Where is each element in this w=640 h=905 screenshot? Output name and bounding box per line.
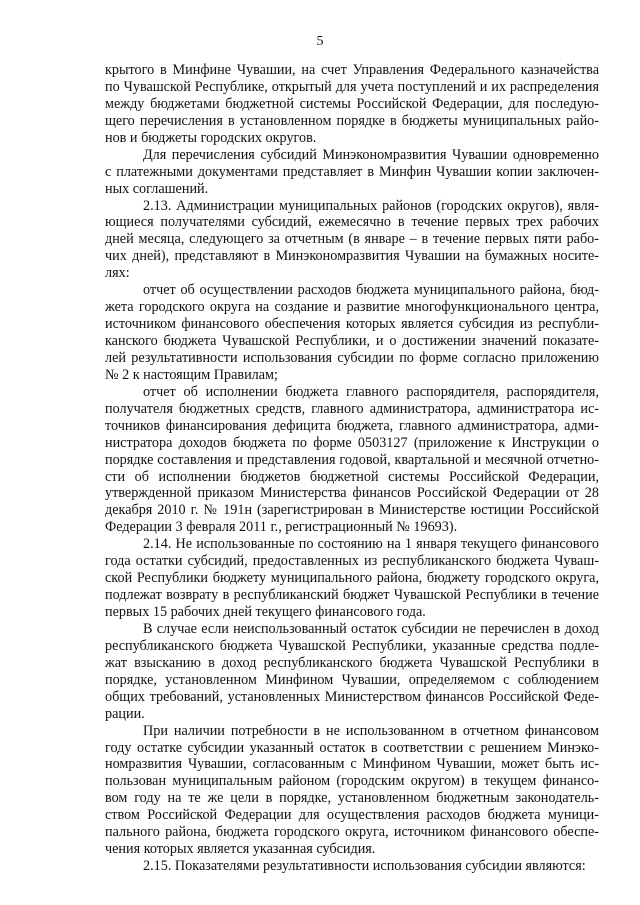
text-line: между бюджетами бюджетной системы Российской Федерации, для последую-: [105, 95, 599, 112]
text-line: лях:: [105, 265, 130, 282]
text-line: году остатке субсидии указанный остаток в соответствии с решением Минэко-: [105, 739, 599, 756]
text-line: рации.: [105, 705, 145, 722]
text-line: Федерации 3 февраля 2011 г., регистрационный № 19693).: [105, 519, 458, 536]
text-line: лей результативности использования субсидии по форме согласно приложению: [105, 349, 599, 366]
text-line: жат взысканию в доход республиканского бюджета Чувашской Республики в: [105, 654, 599, 671]
paragraph-budget-execution-report: [105, 384, 599, 536]
text-line: В случае если неиспользованный остаток субсидии не перечислен в доход: [143, 620, 599, 637]
text-line: порядке составления и представления годовой, квартальной и месячной отчетно-: [105, 451, 599, 468]
page-number: 5: [316, 34, 324, 49]
text-line: вом году на те же цели в порядке, установленном бюджетным законодатель-: [105, 790, 599, 807]
text-line: чих дней), представляют в Минэкономразвития Чувашии на бумажных носите-: [105, 248, 599, 265]
text-line: номразвития Чувашии, согласованным с Минфином Чувашии, может быть ис-: [105, 756, 599, 773]
text-line: отчет об исполнении бюджета главного распорядителя, распорядителя,: [143, 383, 599, 400]
text-line: по Чувашской Республике, открытый для учета поступлений и их распределения: [105, 78, 599, 95]
text-line: жета городского округа на создание и развитие многофункционального центра,: [105, 299, 599, 316]
text-line: канского бюджета Чувашской Республики, и о достижении значений показате-: [105, 333, 599, 349]
text-line: ской Республики бюджету муниципального района, бюджету городского округа,: [105, 570, 599, 587]
text-line: источником финансового обеспечения которых является субсидия из республи-: [105, 316, 599, 333]
text-line: получателя бюджетных средств, главного администратора, администратора ис-: [105, 400, 599, 417]
text-line: 2.15. Показателями результативности использования субсидии являются:: [143, 858, 586, 875]
paragraph-expenditure-report: [105, 282, 599, 384]
text-line: нов и бюджеты городских округов.: [105, 129, 317, 146]
text-line: общих требований, установленных Министерством финансов Российской Феде-: [105, 688, 599, 705]
text-line: подлежат возврату в республиканский бюджет Чувашской Республики в течение: [105, 587, 599, 604]
text-line: № 2 к настоящим Правилам;: [105, 366, 278, 383]
paragraph-agreement-copies: [105, 147, 599, 198]
paragraph-treasury-account: [105, 62, 599, 147]
text-line: пального района, бюджета городского округа, источником финансового обеспе-: [105, 824, 599, 841]
document-body: [105, 62, 599, 875]
text-line: отчет об осуществлении расходов бюджета муниципального района, бюд-: [143, 282, 599, 299]
text-line: сти об исполнении бюджетов бюджетной системы Российской Федерации,: [105, 468, 599, 485]
text-line: Для перечисления субсидий Минэкономразвития Чувашии одновременно: [143, 146, 599, 163]
text-line: 2.14. Не использованные по состоянию на 1 января текущего финансового: [143, 536, 599, 553]
text-line: нистратора доходов бюджета по форме 0503127 (приложение к Инструкции о: [105, 434, 599, 451]
text-line: декабря 2010 г. № 191н (зарегистрирован в Министерстве юстиции Российской: [105, 502, 599, 519]
text-line: с платежными документами представляет в Минфин Чувашии копии заключен-: [105, 163, 599, 180]
text-line: утвержденной приказом Министерства финансов Российской Федерации от 28: [105, 485, 599, 502]
paragraph-section-2-13: [105, 198, 599, 283]
text-line: республиканского бюджета Чувашской Республики, указанные средства подле-: [105, 637, 599, 654]
text-line: года остатки субсидий, предоставленных из республиканского бюджета Чуваш-: [105, 553, 599, 570]
text-line: При наличии потребности в не использованном в отчетном финансовом: [143, 722, 599, 739]
paragraph-recovery: [105, 621, 599, 723]
text-line: ющиеся получателями субсидий, ежемесячно в течение первых трех рабочих: [105, 214, 599, 231]
text-line: порядке, установленном Минфином Чувашии, определяемом с соблюдением: [105, 671, 599, 688]
text-line: дней месяца, следующего за отчетным (в январе – в течение первых пяти рабо-: [105, 231, 599, 248]
text-line: точников финансирования дефицита бюджета, главного администратора, адми-: [105, 417, 599, 434]
paragraph-section-2-15: [105, 858, 599, 875]
text-line: крытого в Минфине Чувашии, на счет Управления Федерального казначейства: [105, 62, 599, 78]
text-line: ных соглашений.: [105, 180, 209, 197]
text-line: 2.13. Администрации муниципальных районов (городских округов), явля-: [143, 197, 599, 214]
text-line: первых 15 рабочих дней текущего финансового года.: [105, 604, 426, 620]
paragraph-remaining-balance-use: [105, 723, 599, 859]
text-line: ством Российской Федерации для осуществления расходов бюджета муници-: [105, 807, 599, 824]
text-line: чения которых является указанная субсидия.: [105, 841, 376, 858]
text-line: пользован муниципальным районом (городским округом) в текущем финансо-: [105, 773, 599, 790]
paragraph-section-2-14: [105, 536, 599, 621]
text-line: щего перечисления в установленном порядке в бюджеты муниципальных райо-: [105, 112, 599, 129]
